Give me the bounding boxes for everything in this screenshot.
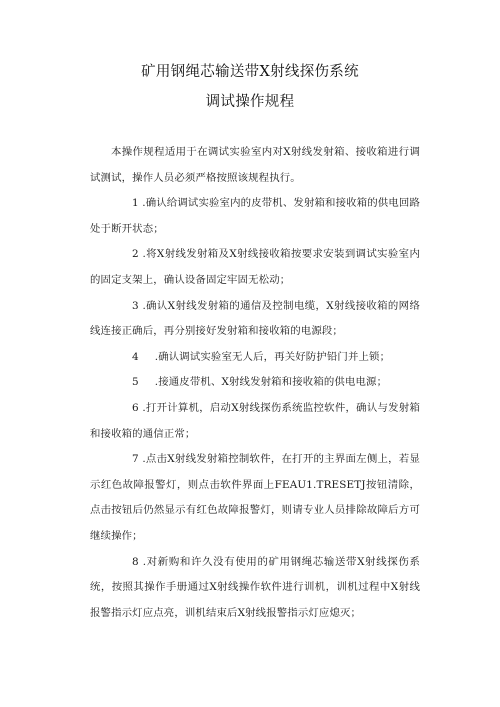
document-title	[0, 57, 500, 117]
step-item	[90, 345, 420, 371]
intro-paragraph: 本操作规程适用于在调试实验室内对X射线发射箱、接收箱进行调试测试，操作人员必须严格按照该规程执行。	[90, 146, 420, 184]
step-number: 2	[132, 248, 139, 261]
step-number: 7	[132, 453, 139, 466]
step-item	[90, 191, 420, 242]
step-text: .确认调试实验室无人后，再关好防护铅门并上锁；	[154, 350, 391, 363]
step-item	[90, 396, 420, 447]
step-text: .确认X射线发射箱的通信及控制电缆，X射线接收箱的网络线连接正确后，再分别接好发射箱和接收箱的电源段；	[90, 299, 420, 338]
step-number: 8	[132, 555, 139, 568]
title-line-1: 矿用钢绳芯输送带X射线探伤系统	[141, 64, 359, 80]
step-item	[90, 370, 420, 396]
step-item	[90, 242, 420, 293]
step-text: .接通皮带机、X射线发射箱和接收箱的供电电源；	[154, 376, 388, 389]
step-item	[90, 550, 420, 627]
document-body	[90, 140, 420, 626]
step-item	[90, 447, 420, 549]
step-text: .将X射线发射箱及X射线接收箱按要求安装到调试实验室内的固定支架上，确认设备固定牢固无松动；	[90, 248, 420, 286]
step-number: 1	[132, 197, 139, 210]
step-number: 4	[132, 350, 139, 363]
step-text: .打开计算机，启动X射线探伤系统监控软件，确认与发射箱和接收箱的通信正常；	[90, 401, 421, 440]
step-text: .对新购和许久没有使用的矿用钢绳芯输送带X射线探伤系统，按照其操作手册通过X射线操作软件进行训机，训机过程中X射线报警指示灯应点亮，训机结束后X射线报警指示灯应熄灭；	[90, 555, 420, 619]
step-number: 5	[132, 376, 139, 389]
step-text: .点击X射线发射箱控制软件，在打开的主界面左侧上，若显示红色故障报警灯，则点击软件界面上FEAU1.TRESETJ按钮清除，点击按钮后仍然显示有红色故障报警灯，则请专业人员排除故障后方可继续操作；	[90, 453, 421, 542]
step-number: 3	[132, 299, 139, 312]
step-text: .确认给调试实验室内的皮带机、发射箱和接收箱的供电回路处于断开状态；	[90, 197, 420, 235]
step-item	[90, 294, 420, 345]
step-number: 6	[132, 401, 139, 414]
title-line-2: 调试操作规程	[205, 94, 295, 110]
